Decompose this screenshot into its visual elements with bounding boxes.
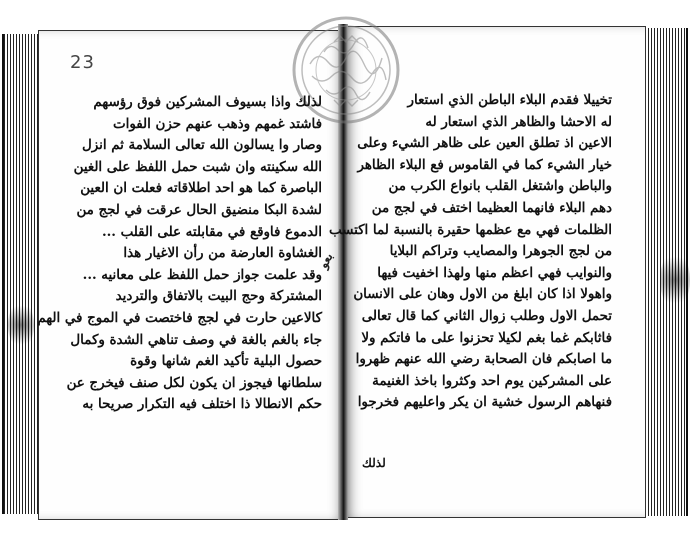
text-line: والباطن واشتغل القلب بانواع الكرب من (388, 178, 612, 195)
text-line: تخييلا فقدم البلاء الباطن الذي استعار (407, 92, 612, 108)
text-line: الله سكينته وان شبت حمل اللفظ على الغين (73, 158, 322, 175)
left-page-text (37, 92, 322, 416)
text-line: له الاحشا والظاهر الذي استعار له (425, 113, 612, 130)
text-line: سلطانها فيجوز ان يكون لكل صنف فيخرج عن (66, 374, 322, 391)
text-line: الباصرة كما هو احد اطلاقاته فعلت ان العين (80, 180, 322, 197)
page-smudge (8, 300, 34, 350)
text-line: حكم الانطالا ذا اختلف فيه التكرار صريحا به (82, 396, 322, 413)
margin-note: بعو (316, 250, 336, 271)
text-line: ما اصابكم فان الصحابة رضي الله عنهم ظهروا (355, 351, 612, 368)
catchword: لذلك (362, 456, 386, 470)
text-line: والنوايب فهي اعظم منها ولهذا اخفيت فيها (377, 264, 612, 281)
text-line: فاشتد غمهم وذهب عنهم حزن الفوات (113, 115, 322, 132)
text-line: لشدة البكا منضيق الحال عرقت في لجج من (76, 201, 322, 218)
text-line: وصار وا يسالون الله تعالى السلامة ثم انزل (82, 137, 322, 154)
text-line: جاء بالغم بالغة في وصف تناهي الشدة وكمال (70, 331, 322, 348)
text-line: من لجج الجوهرا والمصايب وتراكم البلايا (389, 243, 612, 260)
text-line: حصول البلية تأكيد الغم شانها وقوة (130, 353, 322, 370)
text-line: الغشاوة العارضة من رأن الاغيار هذا (123, 245, 322, 262)
page-smudge (660, 250, 690, 310)
text-line: دهم البلاء فانهما العظيما اختف في لجج من (371, 199, 612, 216)
text-line: الاعين اذ تطلق العين على ظاهر الشيء وعلى (357, 135, 612, 152)
right-page-text (328, 90, 612, 414)
text-line: فاثابكم غما بغم لكيلا تحزنوا على ما فاتكم ولا (361, 329, 612, 346)
folio-number: 23 (70, 52, 95, 73)
text-line: واهولا اذا كان ابلغ من الاول وهان على الانسان (353, 286, 612, 303)
text-line: المشتركة وحج البيت بالاتفاق والترديد (115, 288, 322, 305)
text-line: على المشركين يوم احد وكثروا باخذ الغنيمة (372, 372, 612, 389)
text-line: فنهاهم الرسول خشية ان يكر واعليهم فخرجوا (357, 394, 612, 411)
text-line: لذلك واذا بسيوف المشركين فوق رؤسهم (93, 94, 322, 110)
text-line: الظلمات فهي مع عظمها حقيرة بالنسبة لما اكتسب (328, 221, 612, 238)
text-line: تحمل الاول وطلب زوال الثاني كما قال تعالى (361, 307, 612, 324)
text-line: خيار الشيء كما في القاموس فع البلاء الظاهر (357, 156, 612, 173)
text-line: وقد علمت جواز حمل اللفظ على معانيه ... (82, 266, 322, 283)
text-line: الدموع فاوقع في مقابلته على القلب ... (101, 223, 322, 240)
text-line: كالاعين حارت في لجج فاختصت في الموج في الهم (37, 309, 322, 326)
